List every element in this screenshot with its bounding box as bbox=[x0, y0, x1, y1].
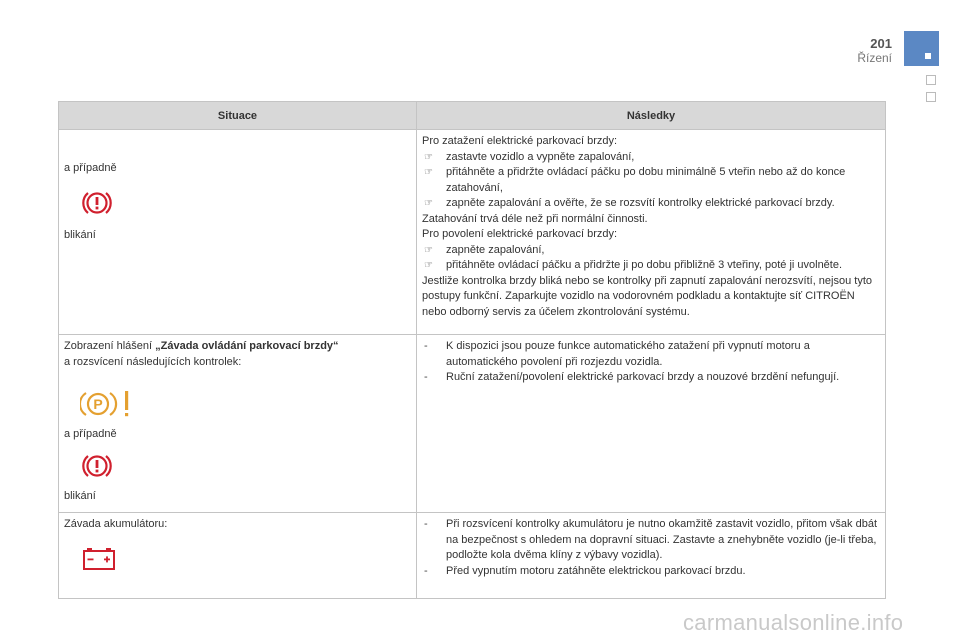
brake-warning-icon bbox=[82, 451, 112, 481]
brake-warning-icon bbox=[82, 188, 112, 218]
consequences-cell bbox=[417, 335, 886, 513]
page-number: 201 bbox=[870, 36, 892, 51]
section-title: Řízení bbox=[857, 51, 892, 65]
chapter-tab[interactable] bbox=[926, 92, 936, 102]
situation-cell bbox=[59, 130, 417, 335]
list-item: ☞ zapněte zapalování a ověřte, že se rozsvítí kontrolky elektrické parkovací brzdy. bbox=[422, 196, 880, 212]
error-message-title: „Závada ovládání parkovací brzdy“ bbox=[155, 340, 339, 352]
svg-text:P: P bbox=[93, 396, 103, 412]
list-item: ☞ zastavte vozidlo a vypněte zapalování, bbox=[422, 150, 880, 166]
situation-text-or: a případně bbox=[64, 162, 117, 174]
consequence-paragraph: Pro povolení elektrické parkovací brzdy: bbox=[422, 228, 618, 240]
situation-message: Zobrazení hlášení „Závada ovládání parkovací brzdy“ bbox=[64, 340, 339, 352]
table-header-row bbox=[59, 102, 886, 130]
consequence-paragraph: Zatahování trvá déle než při normální činnosti. bbox=[422, 212, 648, 225]
info-table bbox=[58, 101, 886, 599]
list-item: - Ruční zatažení/povolení elektrické parkovací brzdy a nouzové brzdění nefungují. bbox=[422, 370, 880, 386]
situation-text-blink: blikání bbox=[64, 489, 96, 502]
list-item: ☞ přitáhněte ovládací páčku a přidržte ji po dobu přibližně 3 vteřiny, poté ji uvolněte. bbox=[422, 258, 880, 274]
chapter-tab-marker bbox=[925, 53, 931, 59]
list-item: - Před vypnutím motoru zatáhněte elektrickou parkovací brzdu. bbox=[422, 564, 880, 580]
chapter-tab[interactable] bbox=[926, 75, 936, 85]
page-header bbox=[857, 36, 892, 65]
consequence-paragraph: Jestliže kontrolka brzdy bliká nebo se kontrolky při zapnutí zapalování nerozsvítí, nejsou tyto postupy funkční. Zaparkujte vozidlo na vodorovném podkladu a kontaktujte síť CITROËN nebo odborný servis za účelem zkontrolování systému. bbox=[422, 274, 873, 318]
situation-cell bbox=[59, 513, 417, 599]
column-header-situation: Situace bbox=[59, 102, 417, 130]
consequence-list bbox=[422, 150, 880, 212]
consequence-list bbox=[422, 339, 880, 386]
parking-brake-fault-icon bbox=[80, 388, 140, 420]
chapter-tab-active[interactable] bbox=[904, 31, 939, 66]
situation-cell bbox=[59, 335, 417, 513]
situation-text: a rozsvícení následujících kontrolek: bbox=[64, 355, 242, 368]
column-header-consequences: Následky bbox=[417, 102, 886, 130]
consequence-paragraph: Pro zatažení elektrické parkovací brzdy: bbox=[422, 135, 618, 147]
list-item: ☞ přitáhněte a přidržte ovládací páčku po dobu minimálně 5 vteřin nebo až do konce zatahování, bbox=[422, 165, 880, 196]
table-row bbox=[59, 513, 886, 599]
table-row bbox=[59, 130, 886, 335]
watermark: carmanualsonline.info bbox=[683, 610, 904, 635]
table-row bbox=[59, 335, 886, 513]
battery-warning-icon bbox=[82, 547, 116, 571]
list-item: - Při rozsvícení kontrolky akumulátoru je nutno okamžitě zastavit vozidlo, přitom však dbát na bezpečnost s ohledem na dopravní situaci. Zastavte a znehybněte vozidlo (je-li třeba, podložte kola dvěma klíny z výbavy vozidla). bbox=[422, 517, 880, 564]
list-item: ☞ zapněte zapalování, bbox=[422, 243, 880, 259]
list-item: - K dispozici jsou pouze funkce automatického zatažení při vypnutí motoru a automatického povolení při rozjezdu vozidla. bbox=[422, 339, 880, 370]
consequence-list bbox=[422, 517, 880, 579]
situation-text: Závada akumulátoru: bbox=[64, 518, 168, 530]
consequences-cell bbox=[417, 513, 886, 599]
situation-text-or: a případně bbox=[64, 428, 117, 440]
situation-text-blink: blikání bbox=[64, 228, 96, 241]
consequences-cell bbox=[417, 130, 886, 335]
consequence-list bbox=[422, 243, 880, 274]
